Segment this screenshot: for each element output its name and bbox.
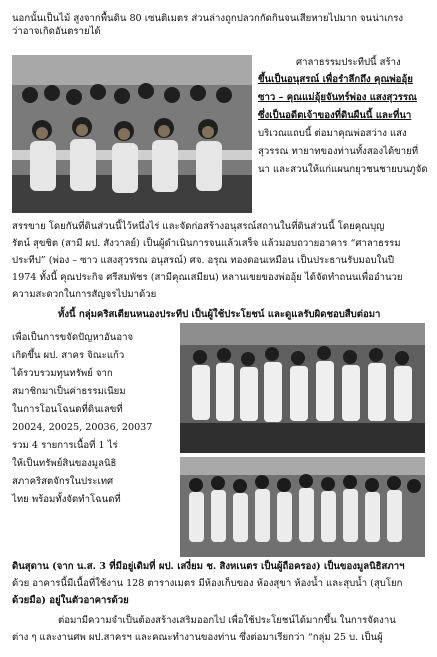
- photo-group-children: [180, 457, 425, 557]
- paragraph-2-full-line-1: สรรขาย โดยกันที่ดินส่วนนี้ไว้หนึ่งไร่ และจัดก่อสร้างอนุสรณ์สถานในที่ดินส่วนนี้ โดยคุณบุญ: [12, 221, 385, 232]
- paragraph-2-line-7: นา และสวนให้แก่แผนกยุวชนชายบนภูจัด: [258, 164, 428, 175]
- paragraph-2-line-2: ขึ้นเป็นอนุสรณ์ เพื่อรำลึกถึง คุณพ่ออุ้ย: [258, 74, 413, 85]
- paragraph-3-left-line-8: ให้เป็นทรัพย์สินของมูลนิธิ: [12, 458, 117, 469]
- paragraph-3-left-line-9: สภาคริสตจักรในประเทศ: [12, 476, 114, 487]
- paragraph-3-left-line-2: เกิดขึ้น ผป. สาคร จิณะแก้ว: [12, 350, 125, 361]
- photo-group-standing: [180, 323, 425, 453]
- paragraph-3-full-line-3: ด้วยมือ) อยู่ในตัวอาคารด้วย: [12, 595, 129, 606]
- photo-children-group-image: [12, 55, 252, 213]
- paragraph-2-full-line-4: 1974 ทั้งนี้ คุณประกิจ ศรีสมพัชร (สามีคุณเสมียน) หลานเขยของพ่ออุ้ย ได้จัดทำถนนเพื่ออำนวย: [12, 272, 403, 283]
- paragraph-4-line-2: ต่าง ๆ และงานศพ ผป.สาครฯ และคณะทำงานของท่าน ซึ่งต่อมาเรียกว่า “กลุ่ม 25 บ. เป็นผู้: [12, 632, 383, 643]
- photo-group-standing-image: [180, 323, 425, 453]
- paragraph-3-left-line-1: เพื่อเป็นการขจัดปัญหาอันอาจ: [12, 332, 134, 343]
- paragraph-4-line-1: ต่อมามีความจำเป็นต้องสร้างเสริมออกไป เพื่อใช้ประโยชน์ได้มากขึ้น ในการจัดงาน: [58, 615, 396, 626]
- paragraph-3-left-line-7: รวม 4 รายการเนื้อที่ 1 ไร่: [12, 440, 118, 451]
- paragraph-3-full-line-2: ด้วย อาคารนี้มีเนื้อที่ใช้งาน 128 ตารางเมตร มีห้องเก็บของ ห้องสุขา ห้องน้ำ และสุบน้ำ (สุบโยก: [12, 578, 403, 589]
- paragraph-2-full-line-2: รัตน์ สุขชิต (สามี ผป. สังวาลย์) เป็นผู้ดำเนินการจนแล้วเสร็จ แล้วมอบถวายอาคาร “ศาลาธรรม: [12, 238, 401, 249]
- paragraph-2-full-line-5: ความสะดวกในการสัญจรไปมาด้วย: [12, 289, 157, 300]
- paragraph-3-full-line-1: ดินสุดาน (จาก น.ส. 3 ที่มีอยู่เดิมที่ ผป. เสงี่ยม ช. สิงหเนตร เป็นผู้ถือครอง) เป็นของมูลนิธิสภาฯ: [12, 561, 405, 572]
- photo-group-children-image: [180, 457, 425, 557]
- paragraph-3-line-1: ทั้งนี้ กลุ่มคริสเตียนหนองประทีป เป็นผู้ใช้ประโยชน์ และดูแลรับผิดชอบสืบต่อมา: [58, 309, 381, 320]
- photo-children-group: [12, 55, 252, 213]
- paragraph-1-line-1: นอกนั้นเป็นไม้ สูงจากพื้นดิน 80 เซนติเมตร ส่วนล่างถูกปลวกกัดกินจนเสียหายไปมาก จนน่าเกรง: [12, 13, 404, 24]
- paragraph-3-left-line-4: สมาชิกมาเป็นค่าธรรมเนียม: [12, 386, 126, 397]
- paragraph-1-line-2: ว่าอาจเกิดอันตรายได้: [12, 26, 101, 37]
- paragraph-3-left-line-6: 20024, 20025, 20036, 20037: [12, 422, 153, 433]
- paragraph-2-full-line-3: ประทีป” (พ่อง – ซาว แสงสุวรรณ อนุสรณ์) ศจ. อรุณ ทองดอนเหมือน เป็นประธานรับมอบในปี: [12, 255, 394, 266]
- paragraph-2-line-4: ซึ่งเป็นอดีตเจ้าของที่ดินผืนนี้ และที่นา: [258, 110, 412, 121]
- paragraph-3-left-line-3: ได้รวบรวมทุนทรัพย์ จาก: [12, 368, 113, 379]
- paragraph-2-line-5: บริเวณแถบนี้ ต่อมาคุณพ่อสว่าง แสง: [258, 128, 407, 139]
- paragraph-2-line-3: ซาว – คุณแม่อุ้ยจันทร์พ่อง แสงสุวรรณ: [258, 92, 417, 103]
- paragraph-3-left-line-5: ในการโอนโฉนดที่ดินเลขที่: [12, 404, 123, 415]
- paragraph-2-line-1: ศาลาธรรมประทีปนี้ สร้าง: [296, 57, 401, 68]
- paragraph-2-line-6: สุวรรณ ทายาทของท่านทั้งสองได้ขายที่: [258, 146, 419, 157]
- paragraph-3-left-line-10: ไทย พร้อมทั้งจัดทำโฉนดที่: [12, 494, 121, 505]
